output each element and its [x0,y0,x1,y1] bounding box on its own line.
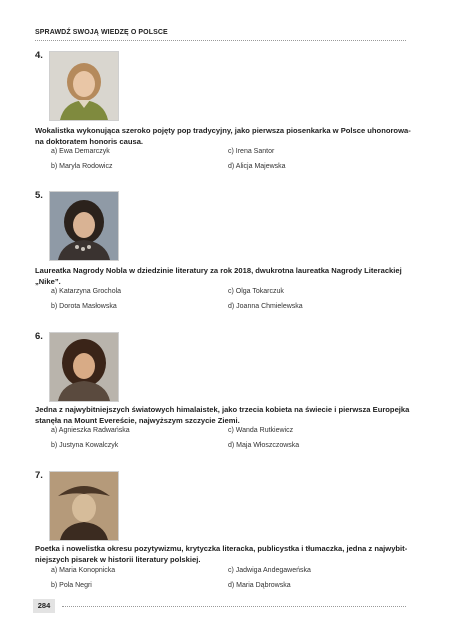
portrait-photo [49,471,119,541]
portrait-image [50,192,118,260]
answer-option-c[interactable]: c) Jadwiga Andegaweńska [228,567,311,574]
answer-option-c[interactable]: c) Irena Santor [228,148,275,155]
question-text: Wokalistka wykonująca szeroko pojęty pop tradycyjny, jako pierwsza piosenkarka w Polsce uhonorowa-na doktoratem honoris causa. [35,126,411,146]
page-number: 284 [33,599,55,613]
portrait-image [50,52,118,120]
portrait-image [50,333,118,401]
answer-option-d[interactable]: d) Maja Włoszczowska [228,442,300,449]
question-number: 7. [35,470,43,481]
answer-option-d[interactable]: d) Alicja Majewska [228,163,286,170]
portrait-photo [49,332,119,402]
answer-option-b[interactable]: b) Maryla Rodowicz [51,163,113,170]
question-text: Jedna z najwybitniejszych światowych himalaistek, jako trzecia kobieta na świecie i pierwsza Europejka stanęła na Mount Evereście, najwyższym szczycie Ziemi. [35,405,410,425]
question-number: 4. [35,50,43,61]
header-divider [35,40,406,41]
answer-option-a[interactable]: a) Agnieszka Radwańska [51,427,130,434]
answer-option-b[interactable]: b) Pola Negri [51,582,92,589]
footer-divider [62,606,406,607]
answer-option-a[interactable]: a) Ewa Demarczyk [51,148,110,155]
question-text: Laureatka Nagrody Nobla w dziedzinie literatury za rok 2018, dwukrotna laureatka Nagrody Literackiej „Nike”. [35,266,402,286]
question-text: Poetka i nowelistka okresu pozytywizmu, krytyczka literacka, publicystka i tłumaczka, jedna z najwybit-niejszych pisarek w historii literatury polskiej. [35,544,408,564]
header-title: SPRAWDŹ SWOJĄ WIEDZĘ O POLSCE [35,29,168,36]
answer-option-b[interactable]: b) Dorota Masłowska [51,303,117,310]
answer-option-b[interactable]: b) Justyna Kowalczyk [51,442,119,449]
answer-option-a[interactable]: a) Maria Konopnicka [51,567,116,574]
question-number: 6. [35,331,43,342]
answer-option-a[interactable]: a) Katarzyna Grochola [51,288,122,295]
portrait-photo [49,51,119,121]
answer-option-c[interactable]: c) Olga Tokarczuk [228,288,284,295]
answer-option-c[interactable]: c) Wanda Rutkiewicz [228,427,294,434]
answer-option-d[interactable]: d) Joanna Chmielewska [228,303,303,310]
portrait-photo [49,191,119,261]
portrait-image [50,472,118,540]
answer-option-d[interactable]: d) Maria Dąbrowska [228,582,291,589]
question-number: 5. [35,190,43,201]
